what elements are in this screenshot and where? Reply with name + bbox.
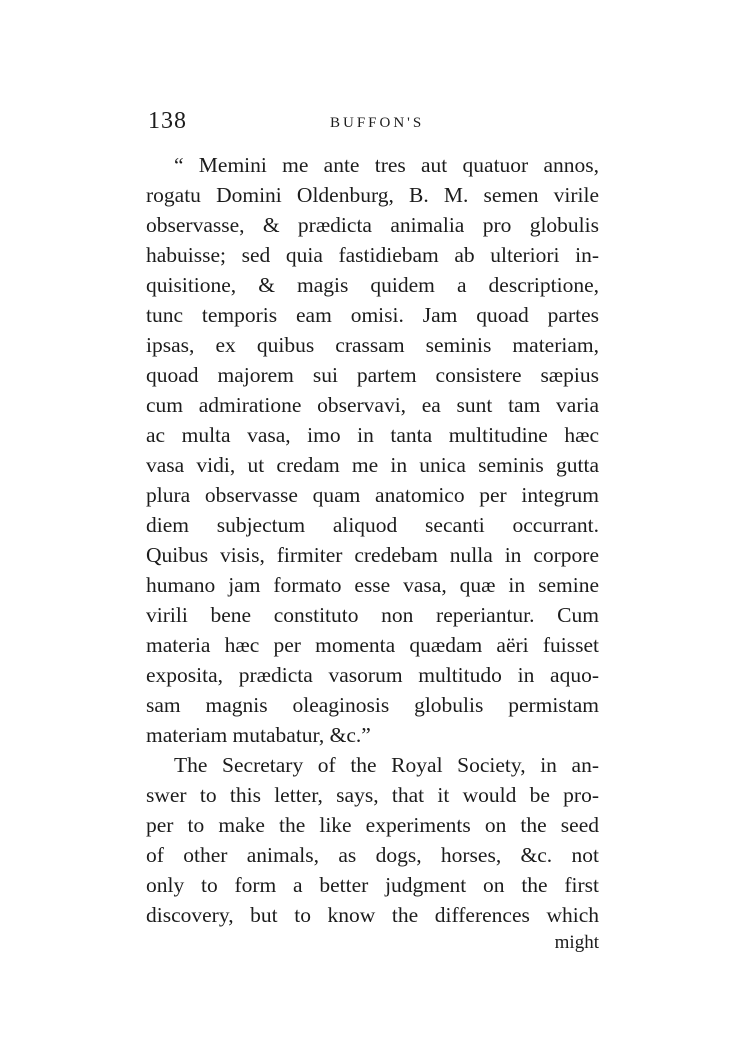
text-line: sam magnis oleaginosis globulis permistam <box>146 693 599 717</box>
text-line: ac multa vasa, imo in tanta multitudine hæc <box>146 423 599 447</box>
text-line: only to form a better judgment on the first <box>146 873 599 897</box>
page-number: 138 <box>148 108 187 134</box>
text-line: Quibus visis, firmiter credebam nulla in corpore <box>146 543 599 567</box>
text-line: tunc temporis eam omisi. Jam quoad partes <box>146 303 599 327</box>
text-line: The Secretary of the Royal Society, in an- <box>174 753 599 777</box>
text-line: cum admiratione observavi, ea sunt tam varia <box>146 393 599 417</box>
text-line: ipsas, ex quibus crassam seminis materiam, <box>146 333 599 357</box>
text-line: materiam mutabatur, &c.” <box>146 723 371 747</box>
text-line: rogatu Domini Oldenburg, B. M. semen virile <box>146 183 599 207</box>
text-line: discovery, but to know the differences which <box>146 903 599 927</box>
body-text <box>146 150 599 930</box>
text-line: “ Memini me ante tres aut quatuor annos, <box>174 153 599 177</box>
text-line: exposita, prædicta vasorum multitudo in aquo- <box>146 663 599 687</box>
text-line: vasa vidi, ut credam me in unica seminis gutta <box>146 453 599 477</box>
page-header <box>148 108 600 142</box>
text-line: virili bene constituto non reperiantur. Cum <box>146 603 599 627</box>
running-head: BUFFON'S <box>330 115 425 131</box>
text-line: materia hæc per momenta quædam aëri fuisset <box>146 633 599 657</box>
text-line: plura observasse quam anatomico per integrum <box>146 483 599 507</box>
catchword-row <box>146 928 599 958</box>
text-line: quoad majorem sui partem consistere sæpius <box>146 363 599 387</box>
text-line: swer to this letter, says, that it would be pro- <box>146 783 599 807</box>
text-line: quisitione, & magis quidem a descriptione, <box>146 273 599 297</box>
text-line: habuisse; sed quia fastidiebam ab ulteriori in- <box>146 243 599 267</box>
text-line: diem subjectum aliquod secanti occurrant. <box>146 513 599 537</box>
text-line: of other animals, as dogs, horses, &c. not <box>146 843 599 867</box>
catchword: might <box>554 932 599 953</box>
text-line: observasse, & prædicta animalia pro globulis <box>146 213 599 237</box>
text-line: humano jam formato esse vasa, quæ in semine <box>146 573 599 597</box>
text-line: per to make the like experiments on the seed <box>146 813 599 837</box>
